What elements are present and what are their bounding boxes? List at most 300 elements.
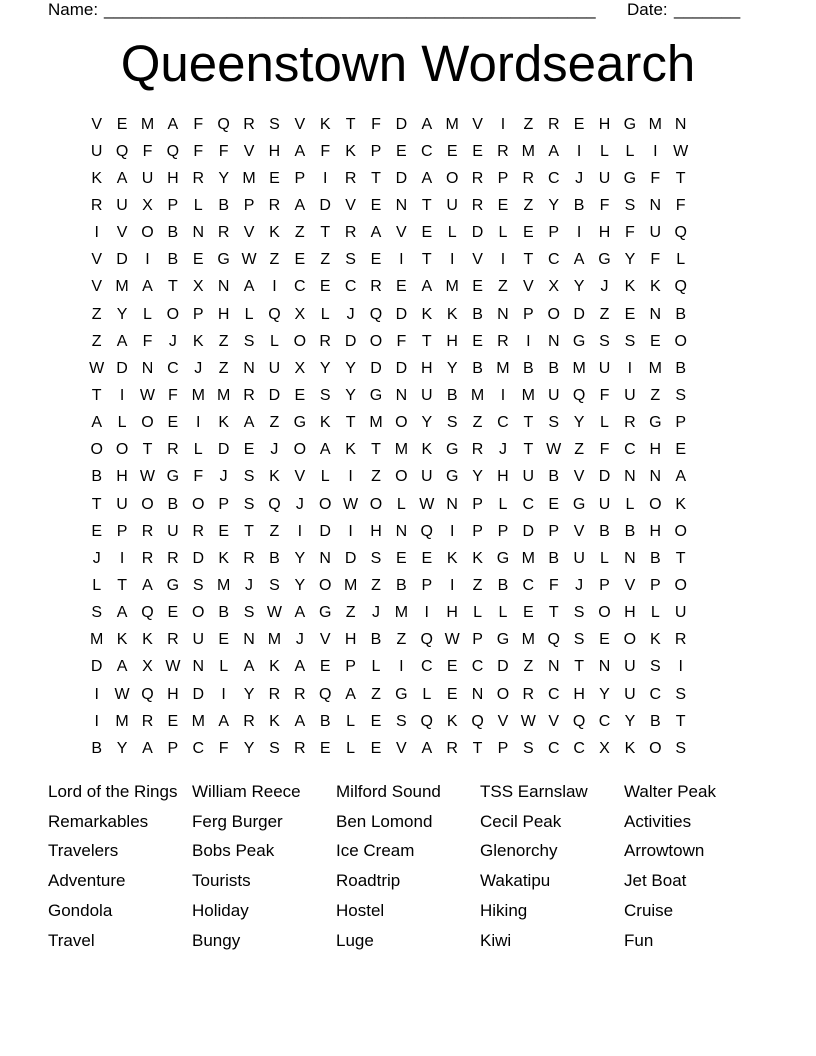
grid-letter: K — [446, 549, 458, 567]
grid-letter: D — [395, 169, 408, 187]
grid-letter: N — [141, 359, 154, 377]
grid-letter: T — [523, 251, 534, 269]
grid-letter: V — [497, 712, 509, 730]
grid-letter: V — [624, 576, 636, 594]
grid-letter: T — [371, 441, 381, 459]
grid-letter: E — [218, 522, 229, 540]
grid-letter: Q — [369, 305, 383, 323]
grid-letter: C — [547, 169, 560, 187]
grid-letter: G — [217, 251, 230, 269]
grid-letter: Z — [218, 332, 229, 350]
grid-letter: V — [573, 522, 585, 540]
grid-letter: H — [649, 522, 662, 540]
grid-letter: R — [344, 224, 357, 242]
grid-letter: G — [572, 332, 586, 350]
grid-letter: C — [497, 414, 509, 432]
grid-letter: S — [624, 196, 636, 214]
grid-letter: I — [348, 468, 353, 486]
grid-letter: U — [116, 196, 128, 214]
grid-letter: E — [548, 495, 560, 513]
grid-letter: L — [422, 685, 432, 703]
grid-letter: B — [472, 359, 483, 377]
grid-letter: E — [243, 441, 255, 459]
grid-letter: G — [598, 251, 611, 269]
grid-letter: T — [91, 495, 102, 513]
grid-letter: V — [294, 468, 306, 486]
grid-letter: L — [498, 495, 508, 513]
grid-letter: H — [116, 468, 128, 486]
grid-letter: E — [319, 739, 331, 757]
grid-letter: K — [624, 278, 636, 296]
word-list-row — [48, 807, 768, 837]
grid-letter: K — [421, 441, 433, 459]
grid-letter: N — [624, 549, 636, 567]
grid-letter: F — [625, 224, 635, 242]
grid-letter: K — [446, 712, 458, 730]
grid-letter: K — [421, 305, 433, 323]
grid-letter: C — [624, 441, 636, 459]
grid-letter: N — [649, 305, 662, 323]
grid-letter: A — [421, 278, 433, 296]
grid-letter: J — [92, 549, 101, 567]
grid-letter: A — [345, 685, 356, 703]
grid-letter: M — [496, 359, 510, 377]
grid-letter: L — [600, 414, 609, 432]
grid-letter: P — [243, 196, 255, 214]
grid-letter: D — [471, 224, 484, 242]
grid-letter: F — [320, 142, 331, 160]
grid-letter: O — [192, 604, 205, 622]
grid-letter: Z — [294, 224, 305, 242]
grid-letter: A — [116, 658, 128, 676]
grid-letter: N — [319, 549, 331, 567]
grid-letter: Z — [523, 115, 534, 133]
grid-letter: A — [294, 712, 306, 730]
page-title: Queenstown Wordsearch — [120, 35, 696, 92]
grid-letter: N — [446, 495, 458, 513]
grid-letter: E — [624, 305, 636, 323]
word-list-item: Adventure — [48, 871, 126, 891]
grid-letter: A — [548, 142, 560, 160]
grid-row — [84, 220, 693, 247]
grid-letter: M — [572, 359, 586, 377]
grid-letter: L — [625, 142, 635, 160]
grid-letter: A — [142, 278, 153, 296]
grid-letter: E — [116, 115, 128, 133]
grid-letter: I — [145, 251, 150, 269]
grid-letter: N — [649, 196, 662, 214]
grid-letter: V — [396, 224, 407, 242]
grid-letter: Q — [166, 142, 180, 160]
grid-letter: A — [319, 441, 331, 459]
grid-letter: Z — [269, 251, 280, 269]
grid-letter: B — [446, 386, 458, 404]
grid-letter: R — [624, 414, 636, 432]
grid-letter: I — [576, 142, 582, 160]
grid-letter: U — [192, 631, 205, 649]
grid-letter: M — [267, 631, 282, 649]
grid-row — [84, 627, 693, 654]
grid-letter: Z — [574, 441, 584, 459]
grid-letter: V — [472, 251, 483, 269]
grid-letter: I — [399, 658, 404, 676]
grid-letter: Y — [294, 549, 306, 567]
grid-letter: Z — [269, 414, 280, 432]
grid-letter: M — [90, 631, 104, 649]
word-list-item: Walter Peak — [624, 781, 716, 801]
grid-letter: I — [526, 332, 531, 350]
grid-row — [84, 274, 693, 301]
grid-letter: B — [218, 196, 229, 214]
grid-letter: E — [218, 631, 229, 649]
grid-letter: I — [94, 712, 99, 730]
grid-letter: E — [472, 332, 483, 350]
grid-letter: L — [650, 604, 660, 622]
word-list-item: Tourists — [192, 871, 251, 891]
grid-letter: K — [269, 468, 280, 486]
grid-letter: A — [421, 739, 433, 757]
grid-row — [84, 328, 693, 355]
grid-letter: F — [193, 468, 204, 486]
grid-letter: O — [318, 576, 332, 594]
grid-letter: I — [449, 576, 455, 594]
grid-letter: K — [192, 332, 204, 350]
grid-row — [84, 654, 693, 681]
grid-letter: A — [421, 169, 433, 187]
grid-letter: Z — [345, 604, 356, 622]
grid-letter: D — [319, 196, 331, 214]
grid-letter: H — [370, 522, 382, 540]
grid-row — [84, 410, 693, 437]
grid-letter: U — [598, 169, 611, 187]
grid-letter: G — [649, 414, 662, 432]
grid-letter: S — [446, 414, 458, 432]
grid-letter: I — [119, 549, 125, 567]
grid-letter: E — [167, 712, 179, 730]
grid-letter: R — [522, 685, 535, 703]
grid-letter: W — [266, 604, 282, 622]
grid-letter: J — [371, 604, 380, 622]
grid-letter: C — [294, 278, 306, 296]
grid-letter: I — [653, 142, 658, 160]
grid-letter: S — [675, 685, 687, 703]
grid-letter: N — [497, 305, 509, 323]
grid-letter: Y — [573, 278, 585, 296]
grid-letter: Z — [371, 576, 381, 594]
word-list-item: William Reece — [192, 781, 301, 801]
grid-letter: K — [116, 631, 128, 649]
word-list-item: Glenorchy — [480, 841, 558, 861]
grid-letter: O — [395, 414, 408, 432]
grid-letter: S — [396, 712, 407, 730]
grid-letter: M — [394, 441, 409, 459]
grid-letter: F — [396, 332, 407, 350]
grid-letter: N — [217, 278, 230, 296]
grid-row — [84, 681, 693, 708]
grid-letter: W — [241, 251, 257, 269]
grid-letter: M — [115, 712, 129, 730]
grid-letter: F — [142, 142, 153, 160]
grid-letter: S — [675, 739, 687, 757]
grid-letter: R — [192, 522, 205, 540]
grid-letter: D — [370, 359, 382, 377]
grid-letter: P — [294, 169, 306, 187]
grid-letter: I — [119, 386, 125, 404]
grid-letter: Z — [218, 359, 229, 377]
grid-letter: Y — [243, 685, 255, 703]
grid-letter: O — [674, 576, 687, 594]
grid-letter: R — [319, 332, 331, 350]
header — [48, 0, 748, 22]
grid-letter: E — [421, 549, 433, 567]
grid-letter: N — [395, 522, 408, 540]
grid-letter: M — [191, 712, 205, 730]
grid-letter: R — [217, 224, 230, 242]
grid-letter: L — [346, 712, 356, 730]
grid-letter: O — [369, 332, 383, 350]
grid-letter: I — [576, 224, 582, 242]
grid-letter: I — [272, 278, 277, 296]
word-list-item: Wakatipu — [480, 871, 551, 891]
grid-letter: G — [572, 495, 586, 513]
grid-letter: M — [445, 278, 459, 296]
grid-letter: T — [167, 278, 178, 296]
grid-letter: B — [523, 359, 534, 377]
grid-letter: S — [523, 739, 534, 757]
grid-letter: U — [420, 386, 433, 404]
grid-letter: R — [268, 685, 281, 703]
grid-letter: L — [498, 224, 508, 242]
grid-letter: V — [91, 278, 103, 296]
grid-letter: S — [345, 251, 356, 269]
grid-letter: T — [421, 251, 432, 269]
word-list-item: Travelers — [48, 841, 119, 861]
grid-letter: B — [269, 549, 280, 567]
grid-letter: F — [548, 576, 559, 594]
grid-letter: I — [94, 685, 99, 703]
grid-letter: H — [344, 631, 357, 649]
grid-letter: K — [649, 278, 661, 296]
word-list-item: Jet Boat — [624, 871, 687, 891]
grid-letter: Z — [498, 278, 508, 296]
grid-letter: C — [522, 495, 535, 513]
grid-letter: R — [243, 549, 255, 567]
grid-letter: M — [521, 549, 535, 567]
grid-letter: T — [371, 169, 381, 187]
word-list-item: Cecil Peak — [480, 811, 562, 831]
grid-letter: R — [344, 169, 357, 187]
grid-letter: Q — [268, 305, 281, 323]
grid-letter: N — [547, 332, 560, 350]
grid-letter: O — [141, 414, 154, 432]
grid-letter: S — [649, 658, 661, 676]
grid-letter: R — [243, 386, 255, 404]
grid-letter: J — [270, 441, 279, 459]
grid-letter: E — [497, 196, 509, 214]
grid-letter: T — [345, 414, 356, 432]
grid-letter: W — [114, 685, 130, 703]
grid-letter: A — [243, 278, 255, 296]
grid-letter: C — [420, 142, 433, 160]
grid-letter: P — [472, 631, 483, 649]
grid-letter: F — [650, 251, 661, 269]
grid-letter: S — [624, 332, 636, 350]
grid-letter: E — [649, 332, 661, 350]
grid-letter: G — [623, 115, 637, 133]
grid-letter: T — [548, 604, 559, 622]
grid-letter: P — [497, 522, 509, 540]
grid-letter: S — [548, 414, 560, 432]
grid-letter: W — [89, 359, 105, 377]
grid-letter: Y — [472, 468, 483, 486]
grid-row — [84, 138, 693, 165]
grid-letter: Z — [320, 251, 331, 269]
grid-letter: D — [90, 658, 103, 676]
grid-row — [84, 437, 693, 464]
grid-letter: T — [117, 576, 127, 594]
grid-letter: T — [523, 414, 534, 432]
grid-letter: L — [346, 739, 356, 757]
grid-letter: B — [649, 549, 661, 567]
grid-letter: D — [598, 468, 611, 486]
grid-letter: K — [319, 414, 331, 432]
grid-letter: U — [90, 142, 103, 160]
grid-letter: Q — [318, 685, 332, 703]
grid-letter: S — [192, 576, 204, 594]
grid-letter: I — [500, 115, 506, 133]
grid-row — [84, 165, 693, 192]
grid-letter: B — [573, 196, 585, 214]
word-list-item: Luge — [336, 930, 374, 950]
grid-letter: Z — [371, 685, 381, 703]
grid-letter: L — [320, 468, 330, 486]
grid-letter: Y — [548, 196, 560, 214]
grid-letter: G — [395, 685, 408, 703]
grid-letter: O — [649, 495, 662, 513]
grid-letter: G — [166, 576, 180, 594]
grid-letter: N — [395, 196, 408, 214]
grid-letter: D — [573, 305, 585, 323]
grid-letter: P — [167, 739, 179, 757]
grid-letter: Y — [345, 359, 356, 377]
grid-letter: K — [472, 549, 483, 567]
grid-letter: E — [167, 604, 179, 622]
grid-letter: T — [675, 712, 686, 730]
date-field[interactable]: _______ — [674, 0, 741, 19]
grid-letter: U — [674, 604, 687, 622]
grid-letter: U — [624, 386, 636, 404]
grid-letter: D — [116, 251, 128, 269]
grid-letter: B — [370, 631, 382, 649]
name-field[interactable]: ____________________________________________________ — [104, 0, 596, 19]
word-list-item: Cruise — [624, 901, 674, 921]
word-list-row — [48, 926, 768, 956]
grid-letter: S — [599, 332, 610, 350]
grid-letter: P — [218, 495, 229, 513]
grid-letter: E — [370, 196, 382, 214]
grid-letter: W — [673, 142, 689, 160]
grid-letter: M — [521, 142, 535, 160]
grid-letter: Y — [116, 739, 128, 757]
grid-letter: O — [192, 495, 205, 513]
grid-letter: R — [192, 169, 205, 187]
grid-letter: N — [243, 631, 255, 649]
grid-letter: Y — [624, 712, 636, 730]
grid-letter: E — [396, 278, 407, 296]
grid-letter: G — [445, 441, 459, 459]
grid-letter: D — [319, 522, 331, 540]
grid-letter: S — [269, 115, 280, 133]
grid-letter: Y — [116, 305, 128, 323]
grid-letter: P — [421, 576, 433, 594]
grid-letter: X — [142, 658, 153, 676]
grid-letter: A — [573, 251, 585, 269]
grid-letter: E — [319, 658, 331, 676]
grid-letter: V — [116, 224, 128, 242]
grid-letter: E — [294, 251, 306, 269]
grid-letter: Q — [547, 631, 560, 649]
grid-letter: E — [523, 224, 534, 242]
grid-letter: B — [319, 712, 331, 730]
grid-letter: C — [471, 658, 484, 676]
grid-letter: D — [395, 359, 408, 377]
grid-letter: U — [649, 224, 662, 242]
grid-letter: M — [369, 414, 383, 432]
grid-letter: N — [243, 359, 255, 377]
grid-letter: P — [345, 658, 356, 676]
grid-letter: S — [269, 739, 280, 757]
grid-letter: L — [600, 549, 609, 567]
grid-letter: H — [167, 169, 179, 187]
grid-letter: M — [343, 576, 358, 594]
grid-letter: J — [575, 169, 584, 187]
grid-letter: L — [625, 495, 635, 513]
grid-letter: H — [497, 468, 509, 486]
grid-letter: T — [675, 169, 686, 187]
grid-letter: V — [243, 142, 255, 160]
grid-letter: F — [675, 196, 686, 214]
grid-letter: B — [599, 522, 610, 540]
grid-letter: B — [167, 224, 179, 242]
grid-letter: H — [624, 604, 636, 622]
grid-letter: Y — [218, 169, 229, 187]
grid-row — [84, 464, 693, 491]
grid-letter: Y — [624, 251, 636, 269]
grid-letter: B — [167, 251, 179, 269]
grid-letter: T — [320, 224, 331, 242]
grid-letter: V — [294, 115, 306, 133]
grid-letter: E — [370, 739, 382, 757]
grid-row — [84, 491, 693, 518]
grid-letter: Z — [91, 305, 102, 323]
grid-letter: U — [598, 359, 611, 377]
grid-letter: R — [268, 196, 281, 214]
grid-letter: E — [319, 278, 331, 296]
grid-letter: S — [319, 386, 331, 404]
grid-letter: T — [574, 658, 584, 676]
grid-letter: U — [446, 196, 458, 214]
word-list-item: Lord of the Rings — [48, 781, 178, 801]
grid-letter: E — [675, 441, 687, 459]
grid-letter: I — [196, 414, 201, 432]
grid-letter: P — [548, 224, 560, 242]
word-list-item: Ferg Burger — [192, 811, 283, 831]
grid-letter: Z — [599, 305, 610, 323]
grid-letter: F — [599, 386, 610, 404]
grid-letter: Q — [572, 712, 586, 730]
grid-letter: M — [648, 359, 662, 377]
word-list-item: Remarkables — [48, 811, 149, 831]
